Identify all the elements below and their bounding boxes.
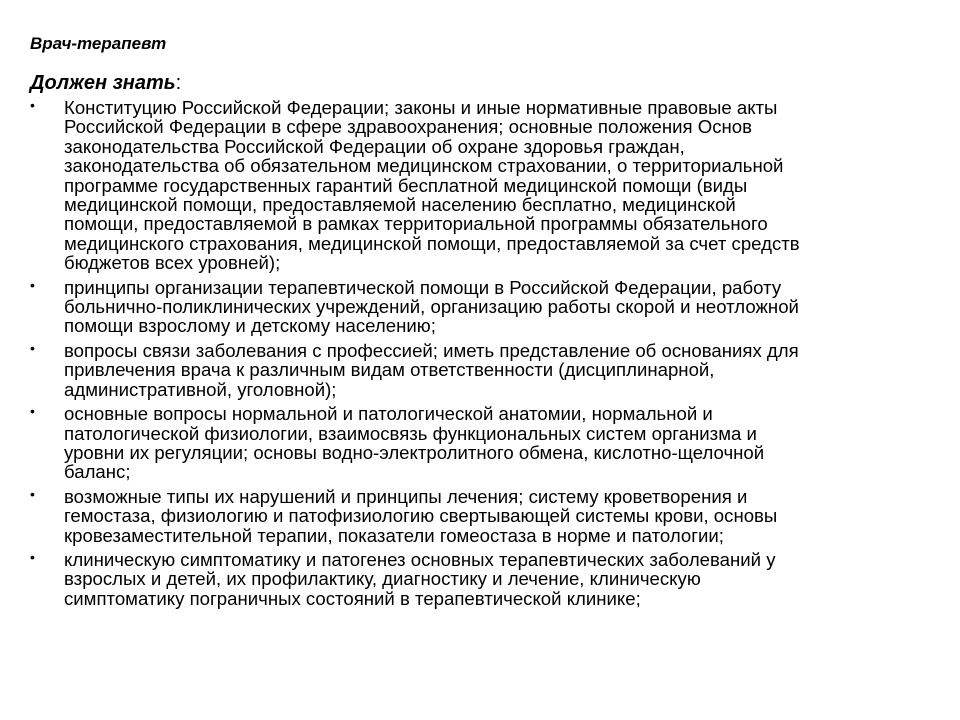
bullet-icon: • (30, 548, 35, 565)
slide-title: Врач-терапевт (30, 34, 167, 53)
list-item (30, 487, 920, 545)
bullet-icon: • (30, 276, 35, 293)
bullet-icon: • (30, 339, 35, 356)
bullet-icon: • (30, 403, 35, 420)
list-item-text: Конституцию Российской Федерации; законы и иные нормативные правовые акты Российской Федерации в сфере здравоохранения; основные положения Основ законодательства Российской Федерации об охране здоровья граждан, законодательства об обязательном медицинском страховании, о территориальной программе государственных гарантий бесплатной медицинской помощи (виды медицинской помощи, предоставляемой населению бесплатно, медицинской помощи, предоставляемой в рамках территориальной программы обязательного медицинского страхования, медицинской помощи, предоставляемой за счет средств бюджетов всех уровней); (64, 97, 800, 274)
list-item (30, 550, 920, 608)
bullet-icon: • (30, 97, 35, 113)
list-item (30, 98, 920, 273)
list-item (30, 341, 920, 399)
subtitle-suffix: : (175, 72, 182, 94)
list-item-text: основные вопросы нормальной и патологической анатомии, нормальной и патологической физиологии, взаимосвязь функциональных систем организма и уровни их регуляции; основы водно-электролитного обмена, кислотно-щелочной баланс; (64, 403, 765, 483)
list-item (30, 278, 920, 336)
bullet-icon: • (30, 485, 35, 502)
list-item-text: клиническую симптоматику и патогенез основных терапевтических заболеваний у взрослых и детей, их профилактику, диагностику и лечение, клиническую симптоматику пограничных состояний в терапевтической клинике; (64, 548, 776, 609)
requirements-list (30, 98, 920, 613)
list-item (30, 404, 920, 482)
list-item-text: принципы организации терапевтической помощи в Российской Федерации, работу больнично-поликлинических учреждений, организацию работы скорой и неотложной помощи взрослому и детскому населению; (64, 276, 799, 337)
list-item-text: вопросы связи заболевания с профессией; иметь представление об основаниях для привлечения врача к различным видам ответственности (дисциплинарной, административной, уголовной); (64, 339, 799, 400)
list-item-text: возможные типы их нарушений и принципы лечения; систему кроветворения и гемостаза, физиологию и патофизиологию свертывающей системы крови, основы кровезаместительной терапии, показатели гомеостаза в норме и патологии; (64, 485, 778, 546)
slide-subtitle (30, 71, 181, 95)
subtitle-emphasis: Должен знать (30, 72, 176, 94)
